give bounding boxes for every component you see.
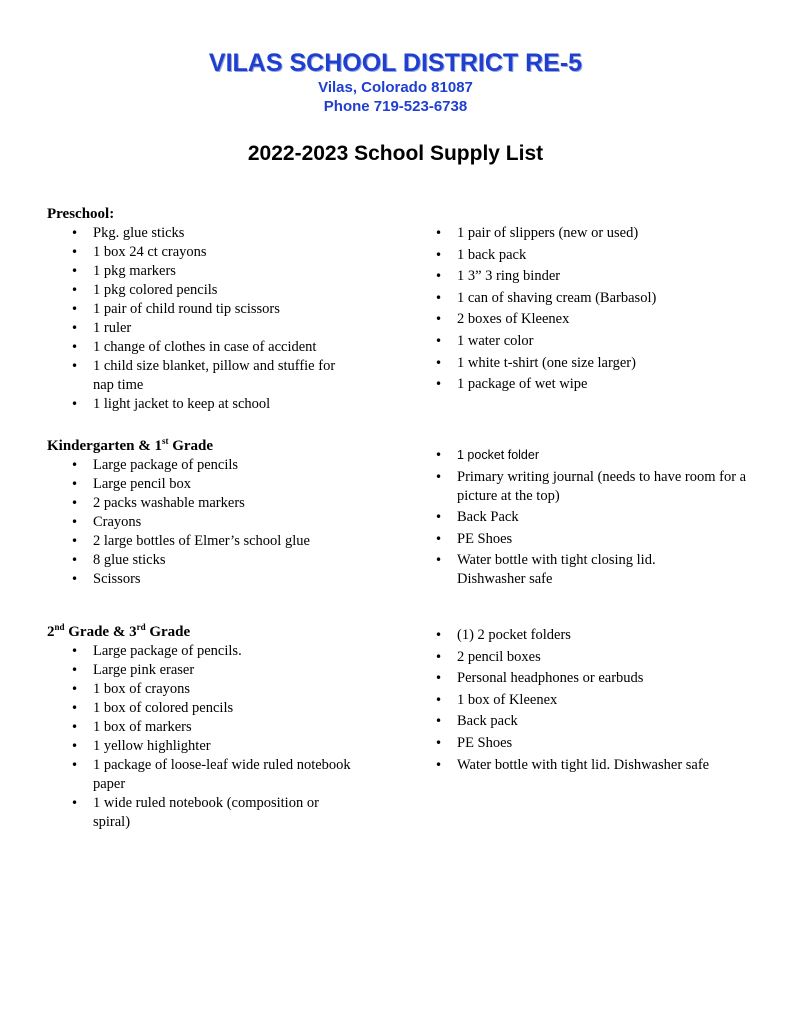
list-item: • Primary writing journal (needs to have room for a picture at the top)	[432, 468, 747, 506]
list-item: • 1 change of clothes in case of accident	[68, 338, 368, 357]
heading-text: 2	[47, 624, 55, 640]
heading-sup: st	[161, 436, 169, 446]
second-third-list-right	[432, 626, 742, 777]
list-item: • 2 boxes of Kleenex	[432, 310, 742, 329]
list-item: • 1 pkg colored pencils	[68, 281, 368, 300]
list-item: • 1 white t-shirt (one size larger)	[432, 354, 742, 373]
list-item: • 1 wide ruled notebook (composition or spiral)	[68, 794, 353, 832]
list-item: • Large package of pencils	[68, 456, 368, 475]
heading-sup: rd	[136, 622, 146, 632]
list-item: • 1 pocket folder	[432, 446, 742, 465]
list-item: • 2 large bottles of Elmer’s school glue	[68, 532, 368, 551]
district-city: Vilas, Colorado 81087	[318, 79, 473, 96]
list-item: • Personal headphones or earbuds	[432, 669, 742, 688]
list-item: • 1 can of shaving cream (Barbasol)	[432, 289, 742, 308]
list-item: • 1 pair of child round tip scissors	[68, 300, 368, 319]
kindergarten-list-right	[432, 446, 747, 592]
heading-text: Kindergarten & 1	[47, 438, 162, 454]
list-item: • 1 child size blanket, pillow and stuffie for nap time	[68, 357, 353, 395]
list-item: • 1 3” 3 ring binder	[432, 267, 742, 286]
list-item: • Large pink eraser	[68, 661, 368, 680]
list-item: • Large pencil box	[68, 475, 368, 494]
list-item: • PE Shoes	[432, 734, 742, 753]
heading-text: Grade & 3	[64, 624, 137, 640]
list-item: • Crayons	[68, 513, 368, 532]
list-item: • Pkg. glue sticks	[68, 224, 368, 243]
list-item: • Back Pack	[432, 508, 742, 527]
district-phone: Phone 719-523-6738	[323, 98, 468, 115]
preschool-list-right	[432, 224, 742, 397]
list-item: • 1 package of loose-leaf wide ruled notebook paper	[68, 756, 378, 794]
list-item: • 1 pair of slippers (new or used)	[432, 224, 742, 243]
list-item: • (1) 2 pocket folders	[432, 626, 742, 645]
list-item: • 1 box 24 ct crayons	[68, 243, 368, 262]
list-item: • 1 light jacket to keep at school	[68, 395, 368, 414]
list-item: • Large package of pencils.	[68, 642, 368, 661]
list-item: • 1 yellow highlighter	[68, 737, 368, 756]
list-item: • Back pack	[432, 712, 742, 731]
heading-sup: nd	[54, 622, 65, 632]
list-item: • Water bottle with tight lid. Dishwasher safe	[432, 756, 742, 775]
list-item: • 8 glue sticks	[68, 551, 368, 570]
list-item: • 1 box of markers	[68, 718, 368, 737]
list-item: • 2 packs washable markers	[68, 494, 368, 513]
list-item: • Scissors	[68, 570, 368, 589]
list-item: • PE Shoes	[432, 530, 742, 549]
second-third-list-left	[68, 642, 368, 832]
list-item: • 1 pkg markers	[68, 262, 368, 281]
list-item: • 1 back pack	[432, 246, 742, 265]
page-title: 2022-2023 School Supply List	[247, 142, 544, 165]
preschool-list-left	[68, 224, 368, 414]
list-item: • 1 box of colored pencils	[68, 699, 368, 718]
heading-text: Grade	[168, 438, 214, 454]
district-name: VILAS SCHOOL DISTRICT RE-5	[208, 49, 583, 77]
list-item: • 1 package of wet wipe	[432, 375, 742, 394]
list-item: • 1 box of Kleenex	[432, 691, 742, 710]
list-item: • 2 pencil boxes	[432, 648, 742, 667]
letterhead	[0, 48, 791, 116]
list-item: • Water bottle with tight closing lid. Dishwasher safe	[432, 551, 717, 589]
preschool-heading: Preschool:	[47, 206, 115, 222]
list-item: • 1 ruler	[68, 319, 368, 338]
heading-text: Grade	[145, 624, 191, 640]
kindergarten-list-left	[68, 456, 368, 589]
second-third-heading	[47, 624, 190, 641]
list-item: • 1 box of crayons	[68, 680, 368, 699]
kindergarten-heading	[47, 438, 213, 455]
list-item: • 1 water color	[432, 332, 742, 351]
